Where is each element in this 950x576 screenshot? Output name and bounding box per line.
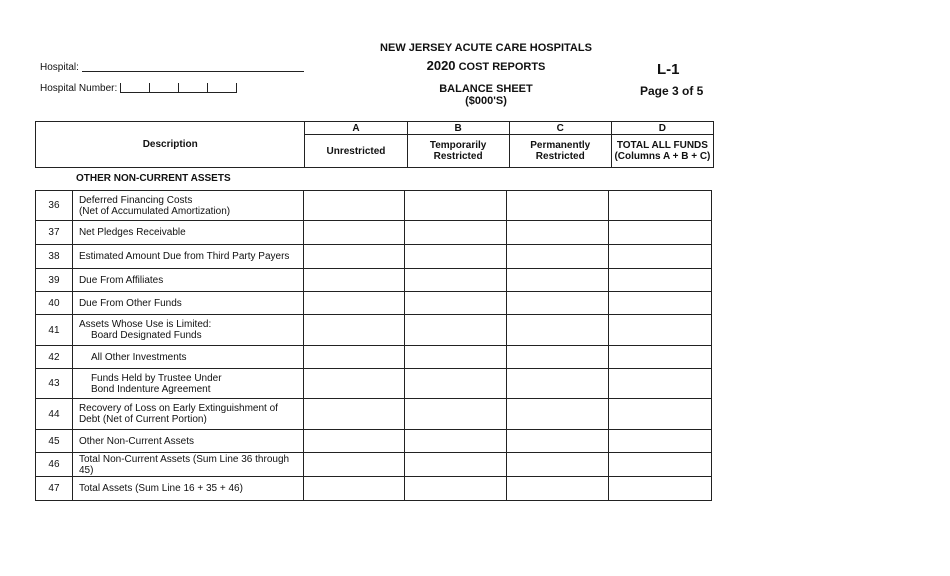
cell-unrestricted[interactable] — [303, 269, 405, 292]
table-row — [36, 315, 712, 346]
row-description-line2: Bond Indenture Agreement — [90, 383, 211, 395]
col-c-label-line1: Permanently — [530, 140, 591, 151]
cell-total-all-funds[interactable] — [609, 245, 712, 269]
row-number: 44 — [36, 399, 73, 430]
col-d-label-line1: TOTAL ALL FUNDS — [616, 140, 708, 151]
col-a-letter: A — [305, 122, 407, 135]
row-description — [72, 315, 303, 346]
cell-total-all-funds[interactable] — [609, 369, 712, 399]
row-number: 38 — [36, 245, 73, 269]
row-number: 40 — [36, 292, 73, 315]
col-d-label-line2: (Columns A + B + C) — [614, 151, 711, 162]
cell-temporarily-restricted[interactable] — [405, 269, 507, 292]
row-description-line2: Board Designated Funds — [90, 330, 202, 341]
cell-total-all-funds[interactable] — [609, 346, 712, 369]
cell-unrestricted[interactable] — [303, 245, 405, 269]
cell-unrestricted[interactable] — [303, 453, 405, 477]
form-code: L-1 — [657, 61, 680, 78]
cell-permanently-restricted[interactable] — [507, 191, 609, 221]
row-description — [72, 399, 303, 430]
assets-table — [35, 190, 712, 501]
row-number: 46 — [36, 453, 73, 477]
column-header-table — [35, 121, 714, 168]
cell-unrestricted[interactable] — [303, 477, 405, 501]
cell-temporarily-restricted[interactable] — [405, 191, 507, 221]
col-b-label — [407, 135, 509, 168]
row-description-line1: Deferred Financing Costs — [78, 194, 193, 206]
cell-total-all-funds[interactable] — [609, 430, 712, 453]
cell-permanently-restricted[interactable] — [507, 369, 609, 399]
col-c-label-line2: Restricted — [535, 151, 585, 162]
cell-unrestricted[interactable] — [303, 191, 405, 221]
row-number: 42 — [36, 346, 73, 369]
cell-temporarily-restricted[interactable] — [405, 245, 507, 269]
table-row — [36, 292, 712, 315]
row-number: 41 — [36, 315, 73, 346]
cell-total-all-funds[interactable] — [609, 221, 712, 245]
cell-temporarily-restricted[interactable] — [405, 221, 507, 245]
row-description: Total Non-Current Assets (Sum Line 36 through 45) — [72, 453, 303, 477]
table-row — [36, 221, 712, 245]
cell-total-all-funds[interactable] — [609, 399, 712, 430]
hospital-field — [40, 62, 304, 73]
cell-unrestricted[interactable] — [303, 221, 405, 245]
row-description-line1: Recovery of Loss on Early Extinguishment of — [78, 403, 278, 414]
table-row — [36, 369, 712, 399]
table-row — [36, 245, 712, 269]
cell-temporarily-restricted[interactable] — [405, 292, 507, 315]
cell-total-all-funds[interactable] — [609, 315, 712, 346]
table-row — [36, 477, 712, 501]
cell-total-all-funds[interactable] — [609, 453, 712, 477]
row-description-line2: Debt (Net of Current Portion) — [78, 414, 207, 425]
cell-permanently-restricted[interactable] — [507, 245, 609, 269]
row-description-line1: Funds Held by Trustee Under — [90, 372, 222, 384]
row-description-line1: All Other Investments — [90, 351, 187, 363]
table-row — [36, 453, 712, 477]
hospital-number-label: Hospital Number: — [40, 83, 118, 94]
table-row — [36, 430, 712, 453]
col-c-letter: C — [509, 122, 611, 135]
row-description: Total Assets (Sum Line 16 + 35 + 46) — [72, 477, 303, 501]
section-title: OTHER NON-CURRENT ASSETS — [76, 173, 231, 184]
cell-temporarily-restricted[interactable] — [405, 430, 507, 453]
row-description: Net Pledges Receivable — [72, 221, 303, 245]
cell-permanently-restricted[interactable] — [507, 292, 609, 315]
cell-permanently-restricted[interactable] — [507, 346, 609, 369]
row-description — [72, 346, 303, 369]
sheet-title: BALANCE SHEET — [439, 83, 533, 95]
cell-temporarily-restricted[interactable] — [405, 453, 507, 477]
row-description — [72, 191, 303, 221]
cell-permanently-restricted[interactable] — [507, 430, 609, 453]
cell-temporarily-restricted[interactable] — [405, 369, 507, 399]
cell-permanently-restricted[interactable] — [507, 453, 609, 477]
report-year: 2020 — [426, 58, 456, 73]
row-number: 43 — [36, 369, 73, 399]
col-c-label — [509, 135, 611, 168]
row-description-line2: (Net of Accumulated Amortization) — [78, 205, 231, 217]
cell-unrestricted[interactable] — [303, 369, 405, 399]
cell-total-all-funds[interactable] — [609, 477, 712, 501]
cell-permanently-restricted[interactable] — [507, 269, 609, 292]
row-description-line1: Assets Whose Use is Limited: — [78, 319, 212, 330]
cell-temporarily-restricted[interactable] — [405, 477, 507, 501]
row-number: 39 — [36, 269, 73, 292]
col-b-label-line2: Restricted — [433, 151, 483, 162]
table-row — [36, 399, 712, 430]
col-d-label — [611, 135, 713, 168]
hospital-input[interactable] — [82, 62, 304, 72]
cell-unrestricted[interactable] — [303, 399, 405, 430]
cell-temporarily-restricted[interactable] — [405, 346, 507, 369]
report-title: NEW JERSEY ACUTE CARE HOSPITALS — [380, 42, 592, 54]
row-description: Estimated Amount Due from Third Party Payers — [72, 245, 303, 269]
hospital-number-input[interactable] — [120, 83, 237, 93]
cell-permanently-restricted[interactable] — [507, 399, 609, 430]
col-b-label-line1: Temporarily — [429, 140, 487, 151]
row-number: 47 — [36, 477, 73, 501]
table-row — [36, 191, 712, 221]
hospital-number-field — [40, 83, 237, 94]
table-row — [36, 269, 712, 292]
row-number: 45 — [36, 430, 73, 453]
row-description — [72, 369, 303, 399]
cell-total-all-funds[interactable] — [609, 269, 712, 292]
report-subtitle-text: COST REPORTS — [458, 61, 546, 73]
row-description: Due From Other Funds — [72, 292, 303, 315]
cell-unrestricted[interactable] — [303, 315, 405, 346]
description-header: Description — [36, 122, 305, 168]
hospital-label: Hospital: — [40, 62, 79, 73]
sheet-units: ($000'S) — [465, 95, 507, 107]
col-d-letter: D — [611, 122, 713, 135]
cell-total-all-funds[interactable] — [609, 292, 712, 315]
col-a-label: Unrestricted — [305, 135, 407, 168]
col-b-letter: B — [407, 122, 509, 135]
cell-total-all-funds[interactable] — [609, 191, 712, 221]
cell-temporarily-restricted[interactable] — [405, 399, 507, 430]
row-description: Due From Affiliates — [72, 269, 303, 292]
row-number: 37 — [36, 221, 73, 245]
cell-permanently-restricted[interactable] — [507, 315, 609, 346]
cell-unrestricted[interactable] — [303, 430, 405, 453]
cell-permanently-restricted[interactable] — [507, 221, 609, 245]
page-number: Page 3 of 5 — [640, 84, 704, 98]
table-row — [36, 346, 712, 369]
row-description: Other Non-Current Assets — [72, 430, 303, 453]
row-number: 36 — [36, 191, 73, 221]
cell-unrestricted[interactable] — [303, 292, 405, 315]
cell-permanently-restricted[interactable] — [507, 477, 609, 501]
cell-unrestricted[interactable] — [303, 346, 405, 369]
cell-temporarily-restricted[interactable] — [405, 315, 507, 346]
